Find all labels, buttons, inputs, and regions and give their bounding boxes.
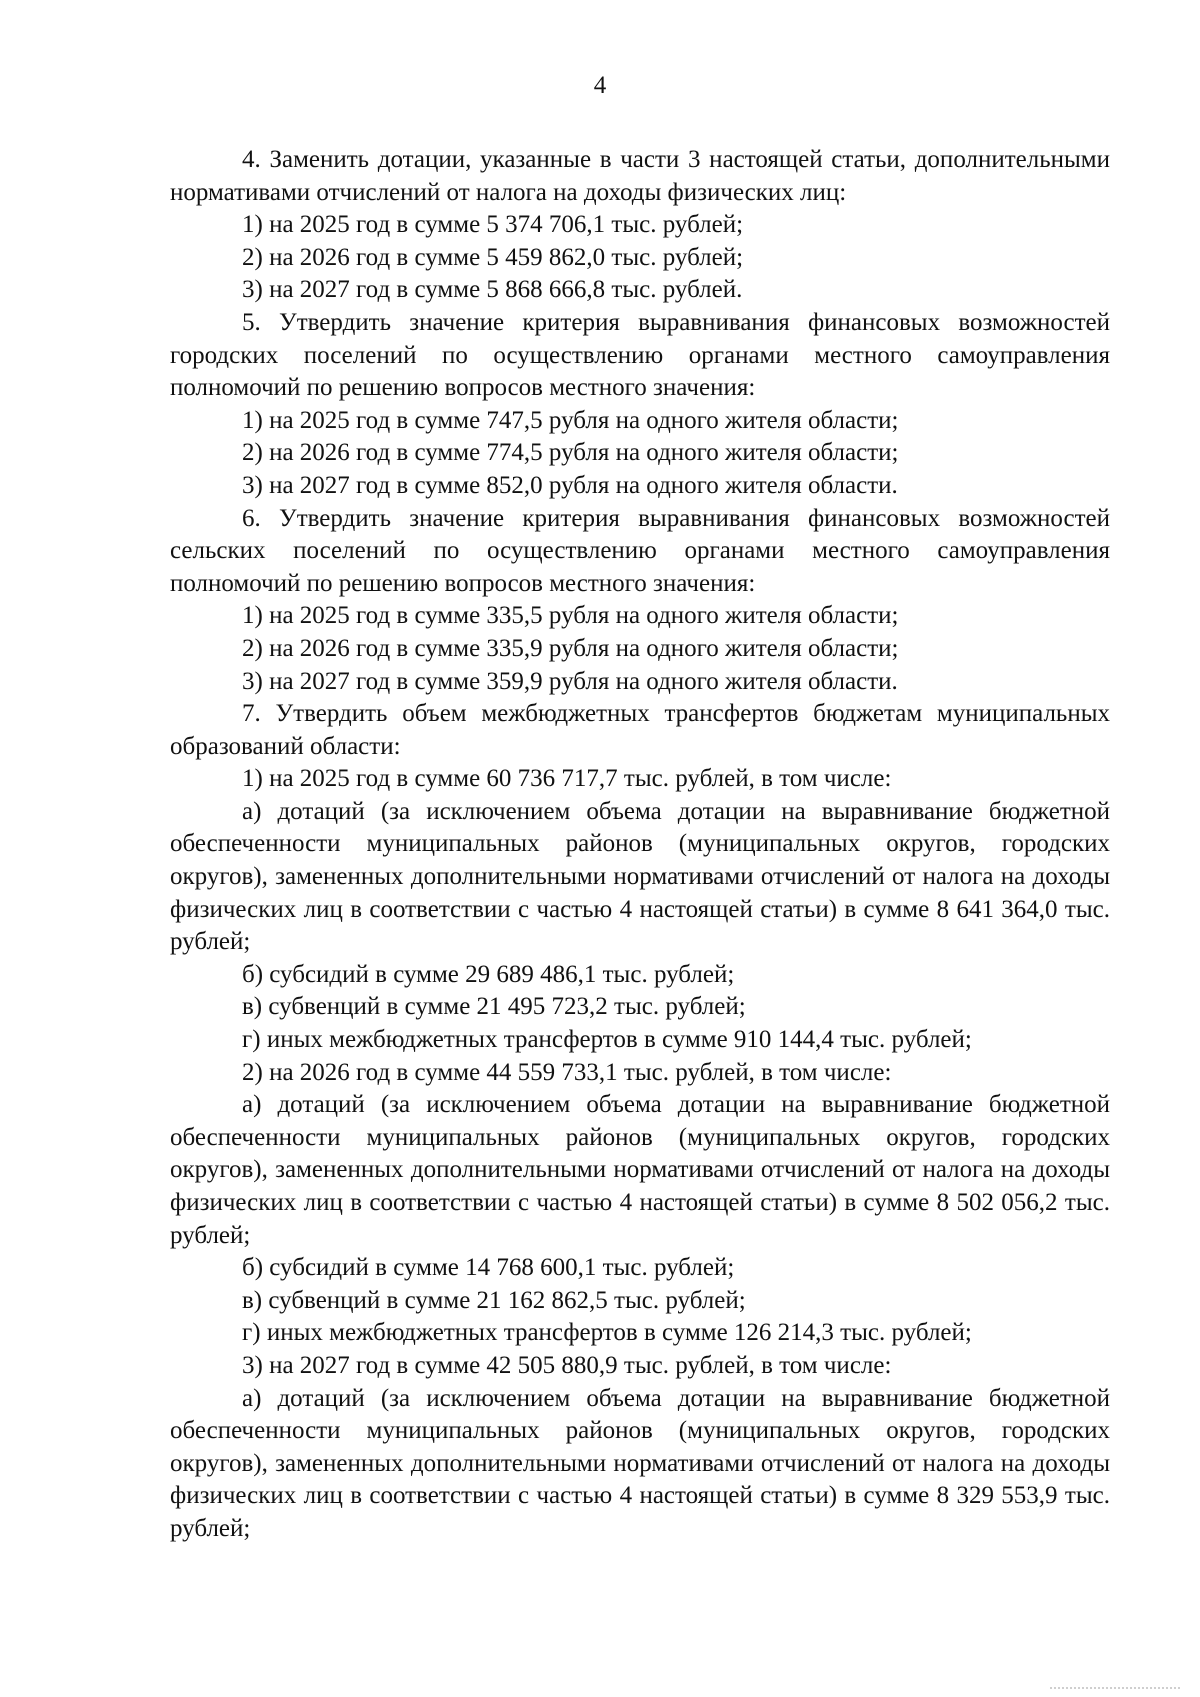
- list-item: 1) на 2025 год в сумме 747,5 рубля на одного жителя области;: [242, 406, 899, 434]
- paragraph-item-7: 7. Утвердить объем межбюджетных трансфертов бюджетам муниципальных образований области:: [170, 700, 1110, 760]
- scan-artifact: [1050, 1679, 1180, 1689]
- page-number: 4: [593, 72, 607, 99]
- paragraph-item-4: 4. Заменить дотации, указанные в части 3 настоящей статьи, дополнительными нормативами отчислений от налога на доходы физических лиц:: [170, 146, 1110, 206]
- paragraph-item-6: 6. Утвердить значение критерия выравнивания финансовых возможностей сельских поселений по осуществлению органами местного самоуправления полномочий по решению вопросов местного значения:: [170, 504, 1110, 597]
- paragraph-item-5: 5. Утвердить значение критерия выравнивания финансовых возможностей городских поселений по осуществлению органами местного самоуправления полномочий по решению вопросов местного значения:: [170, 308, 1110, 402]
- subitem-a-2026: а) дотаций (за исключением объема дотации на выравнивание бюджетной обеспеченности муниципальных районов (муниципальных округов, городских округов), замененных дополнительными нормативами отчислений от налога на доходы физических лиц в соответствии с частью 4 настоящей статьи) в сумме 8 502 056,2 тыс. рублей;: [170, 1091, 1110, 1249]
- list-item: 1) на 2025 год в сумме 335,5 рубля на одного жителя области;: [242, 602, 899, 630]
- list-item: 3) на 2027 год в сумме 5 868 666,8 тыс. рублей.: [242, 276, 743, 304]
- list-item: 2) на 2026 год в сумме 5 459 862,0 тыс. рублей;: [242, 243, 744, 271]
- subitem-a-2025: а) дотаций (за исключением объема дотации на выравнивание бюджетной обеспеченности муниципальных районов (муниципальных округов, городских округов), замененных дополнительными нормативами отчислений от налога на доходы физических лиц в соответствии с частью 4 настоящей статьи) в сумме 8 641 364,0 тыс. рублей;: [170, 797, 1110, 956]
- subitem-g-2026: г) иных межбюджетных трансфертов в сумме 126 214,3 тыс. рублей;: [242, 1319, 972, 1347]
- list-item-2027: 3) на 2027 год в сумме 42 505 880,9 тыс. рублей, в том числе:: [242, 1351, 892, 1379]
- subitem-v-2025: в) субвенций в сумме 21 495 723,2 тыс. рублей;: [242, 993, 746, 1021]
- subitem-g-2025: г) иных межбюджетных трансфертов в сумме 910 144,4 тыс. рублей;: [242, 1026, 972, 1054]
- list-item: 3) на 2027 год в сумме 852,0 рубля на одного жителя области.: [242, 471, 898, 499]
- list-item-2025: 1) на 2025 год в сумме 60 736 717,7 тыс. рублей, в том числе:: [242, 765, 892, 793]
- list-item: 3) на 2027 год в сумме 359,9 рубля на одного жителя области.: [242, 667, 898, 695]
- subitem-v-2026: в) субвенций в сумме 21 162 862,5 тыс. рублей;: [242, 1286, 746, 1314]
- list-item: 2) на 2026 год в сумме 335,9 рубля на одного жителя области;: [242, 634, 899, 662]
- list-item: 1) на 2025 год в сумме 5 374 706,1 тыс. рублей;: [242, 211, 744, 239]
- subitem-a-2027: а) дотаций (за исключением объема дотации на выравнивание бюджетной обеспеченности муниципальных районов (муниципальных округов, городских округов), замененных дополнительными нормативами отчислений от налога на доходы физических лиц в соответствии с частью 4 настоящей статьи) в сумме 8 329 553,9 тыс. рублей;: [170, 1384, 1110, 1542]
- document-body: [170, 144, 1110, 1546]
- list-item: 2) на 2026 год в сумме 774,5 рубля на одного жителя области;: [242, 439, 899, 467]
- subitem-b-2025: б) субсидий в сумме 29 689 486,1 тыс. рублей;: [242, 960, 735, 988]
- subitem-b-2026: б) субсидий в сумме 14 768 600,1 тыс. рублей;: [242, 1254, 735, 1282]
- list-item-2026: 2) на 2026 год в сумме 44 559 733,1 тыс. рублей, в том числе:: [242, 1058, 892, 1086]
